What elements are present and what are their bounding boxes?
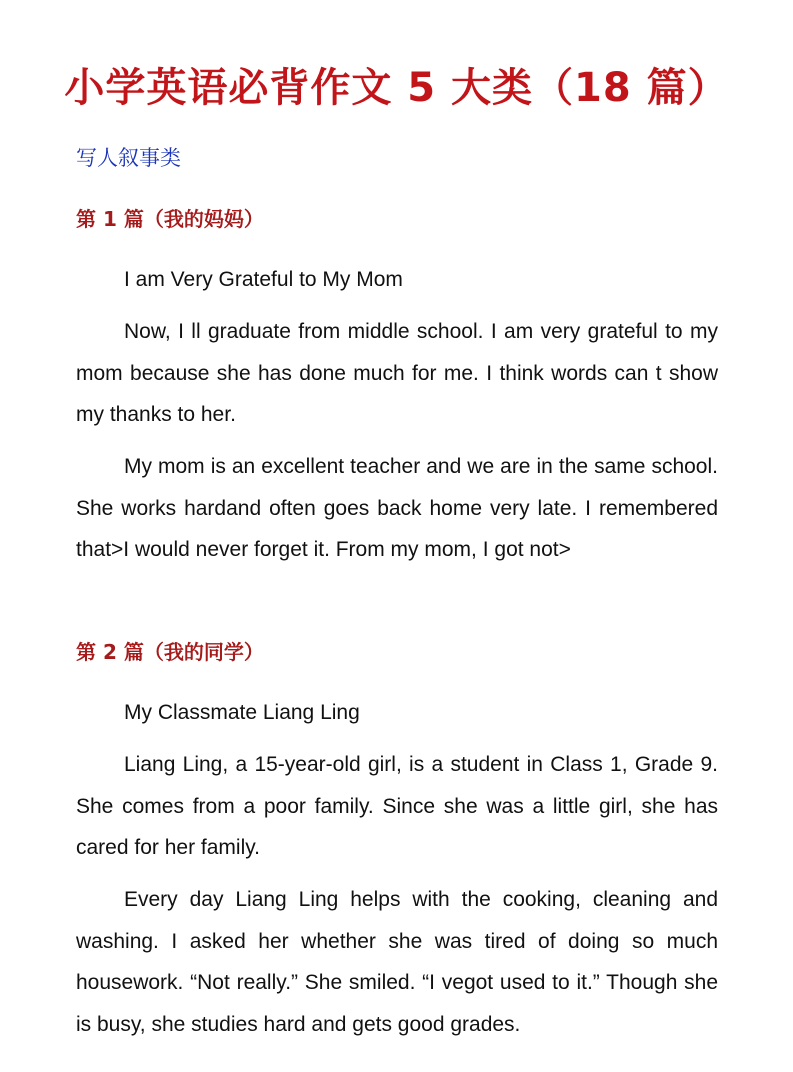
section-2-paragraph-1: Liang Ling, a 15-year-old girl, is a student in Class 1, Grade 9. She comes from a poor family. Since she was a little girl, she has cared for her family. [76,753,718,859]
section-1-essay-title: I am Very Grateful to My Mom [124,268,403,291]
section-2-paragraph-2: Every day Liang Ling helps with the cooking, cleaning and washing. I asked her whether she was tired of doing so much housework. “Not really.” She smiled. “I vegot used to it.” Though she is busy, she studies hard and gets good grades. [76,888,718,1036]
section-2-heading: 第 2 篇（我的同学） [76,640,264,664]
section-1-paragraph-1: Now, I ll graduate from middle school. I am very grateful to my mom because she has done much for me. I think words can t show my thanks to her. [76,320,718,426]
section-2-essay-title: My Classmate Liang Ling [124,701,360,724]
section-1-paragraph-2: My mom is an excellent teacher and we are in the same school. She works hardand often goes back home very late. I remembered that>I would never forget it. From my mom, I got not> [76,455,718,561]
section-1-heading: 第 1 篇（我的妈妈） [76,207,264,231]
document-title: 小学英语必背作文 5 大类（18 篇） [64,65,729,111]
category-label: 写人叙事类 [76,146,181,170]
